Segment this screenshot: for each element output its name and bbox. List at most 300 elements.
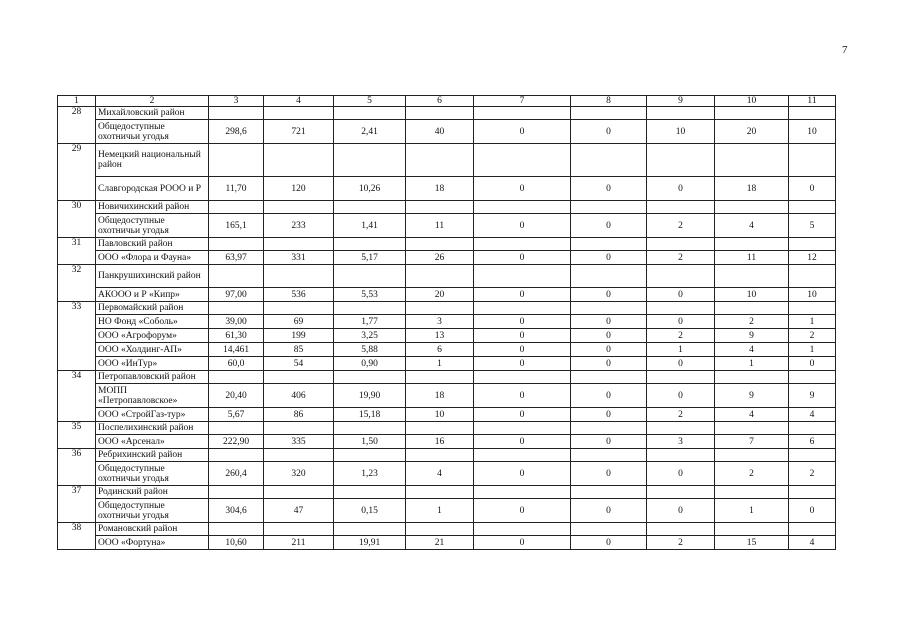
empty-cell bbox=[789, 523, 836, 536]
value-cell: 85 bbox=[264, 343, 334, 357]
value-cell: 0 bbox=[474, 329, 571, 343]
empty-cell bbox=[264, 201, 334, 214]
empty-cell bbox=[474, 107, 571, 120]
value-cell: 0 bbox=[647, 357, 715, 371]
row-number: 34 bbox=[58, 371, 96, 422]
empty-cell bbox=[264, 107, 334, 120]
value-cell: 26 bbox=[406, 251, 474, 265]
value-cell: 0 bbox=[474, 315, 571, 329]
value-cell: 0 bbox=[474, 357, 571, 371]
value-cell: 2 bbox=[647, 329, 715, 343]
empty-cell bbox=[715, 371, 789, 384]
value-cell: 0 bbox=[474, 214, 571, 238]
table-row bbox=[58, 251, 836, 265]
value-cell: 3 bbox=[406, 315, 474, 329]
empty-cell bbox=[715, 422, 789, 435]
header-cell: 4 bbox=[264, 96, 334, 107]
header-cell: 1 bbox=[58, 96, 96, 107]
value-cell: 0 bbox=[474, 251, 571, 265]
district-row bbox=[58, 523, 836, 536]
value-cell: 9 bbox=[715, 384, 789, 408]
value-cell: 211 bbox=[264, 536, 334, 550]
value-cell: 4 bbox=[715, 343, 789, 357]
empty-cell bbox=[334, 449, 406, 462]
empty-cell bbox=[571, 107, 647, 120]
value-cell: 39,00 bbox=[209, 315, 264, 329]
empty-cell bbox=[647, 265, 715, 288]
value-cell: 2 bbox=[715, 315, 789, 329]
district-row bbox=[58, 107, 836, 120]
owner-name: МОПП «Петропавловское» bbox=[96, 384, 209, 408]
value-cell: 12 bbox=[789, 251, 836, 265]
value-cell: 0 bbox=[474, 120, 571, 144]
district-row bbox=[58, 486, 836, 499]
owner-name: ООО «Холдинг-АП» bbox=[96, 343, 209, 357]
empty-cell bbox=[571, 238, 647, 251]
empty-cell bbox=[571, 449, 647, 462]
value-cell: 320 bbox=[264, 462, 334, 486]
empty-cell bbox=[647, 523, 715, 536]
district-row bbox=[58, 302, 836, 315]
row-number: 29 bbox=[58, 144, 96, 201]
value-cell: 18 bbox=[715, 177, 789, 201]
value-cell: 0 bbox=[647, 384, 715, 408]
value-cell: 9 bbox=[789, 384, 836, 408]
empty-cell bbox=[474, 238, 571, 251]
empty-cell bbox=[789, 144, 836, 177]
empty-cell bbox=[571, 302, 647, 315]
empty-cell bbox=[209, 201, 264, 214]
district-row bbox=[58, 449, 836, 462]
value-cell: 0 bbox=[474, 288, 571, 302]
value-cell: 18 bbox=[406, 177, 474, 201]
row-number: 36 bbox=[58, 449, 96, 486]
table-row bbox=[58, 315, 836, 329]
owner-name: АКООО и Р «Кипр» bbox=[96, 288, 209, 302]
value-cell: 0 bbox=[474, 343, 571, 357]
value-cell: 1 bbox=[789, 315, 836, 329]
empty-cell bbox=[715, 144, 789, 177]
value-cell: 15,18 bbox=[334, 408, 406, 422]
table-row bbox=[58, 536, 836, 550]
value-cell: 69 bbox=[264, 315, 334, 329]
value-cell: 165,1 bbox=[209, 214, 264, 238]
value-cell: 0 bbox=[474, 384, 571, 408]
empty-cell bbox=[334, 486, 406, 499]
owner-name: НО Фонд «Соболь» bbox=[96, 315, 209, 329]
value-cell: 0 bbox=[789, 357, 836, 371]
row-number: 37 bbox=[58, 486, 96, 523]
value-cell: 0 bbox=[571, 251, 647, 265]
table-row bbox=[58, 384, 836, 408]
empty-cell bbox=[474, 449, 571, 462]
value-cell: 4 bbox=[789, 408, 836, 422]
empty-cell bbox=[264, 371, 334, 384]
value-cell: 0 bbox=[571, 315, 647, 329]
empty-cell bbox=[647, 107, 715, 120]
value-cell: 60,0 bbox=[209, 357, 264, 371]
value-cell: 11,70 bbox=[209, 177, 264, 201]
value-cell: 0 bbox=[571, 357, 647, 371]
value-cell: 0 bbox=[571, 343, 647, 357]
empty-cell bbox=[789, 486, 836, 499]
empty-cell bbox=[789, 422, 836, 435]
empty-cell bbox=[647, 422, 715, 435]
empty-cell bbox=[334, 201, 406, 214]
empty-cell bbox=[334, 144, 406, 177]
value-cell: 86 bbox=[264, 408, 334, 422]
row-number: 32 bbox=[58, 265, 96, 302]
owner-name: ООО «ИнТур» bbox=[96, 357, 209, 371]
value-cell: 5,53 bbox=[334, 288, 406, 302]
district-row bbox=[58, 201, 836, 214]
district-name: Родинский район bbox=[96, 486, 209, 499]
empty-cell bbox=[406, 486, 474, 499]
value-cell: 10 bbox=[715, 288, 789, 302]
value-cell: 4 bbox=[715, 408, 789, 422]
empty-cell bbox=[715, 238, 789, 251]
value-cell: 1 bbox=[406, 357, 474, 371]
value-cell: 63,97 bbox=[209, 251, 264, 265]
value-cell: 20,40 bbox=[209, 384, 264, 408]
value-cell: 2 bbox=[789, 329, 836, 343]
value-cell: 10,26 bbox=[334, 177, 406, 201]
value-cell: 0 bbox=[647, 315, 715, 329]
value-cell: 3 bbox=[647, 435, 715, 449]
empty-cell bbox=[334, 422, 406, 435]
owner-name: ООО «СтройГаз-тур» bbox=[96, 408, 209, 422]
empty-cell bbox=[647, 144, 715, 177]
header-cell: 2 bbox=[96, 96, 209, 107]
value-cell: 1 bbox=[715, 499, 789, 523]
value-cell: 0 bbox=[571, 288, 647, 302]
empty-cell bbox=[647, 201, 715, 214]
district-row bbox=[58, 144, 836, 177]
value-cell: 1,23 bbox=[334, 462, 406, 486]
empty-cell bbox=[474, 201, 571, 214]
empty-cell bbox=[264, 144, 334, 177]
empty-cell bbox=[789, 302, 836, 315]
empty-cell bbox=[715, 523, 789, 536]
value-cell: 10 bbox=[789, 288, 836, 302]
empty-cell bbox=[406, 449, 474, 462]
empty-cell bbox=[474, 302, 571, 315]
owner-name: ООО «Фортуна» bbox=[96, 536, 209, 550]
value-cell: 1,77 bbox=[334, 315, 406, 329]
empty-cell bbox=[474, 265, 571, 288]
value-cell: 3,25 bbox=[334, 329, 406, 343]
row-number: 31 bbox=[58, 238, 96, 265]
empty-cell bbox=[474, 144, 571, 177]
value-cell: 97,00 bbox=[209, 288, 264, 302]
district-name: Ребрихинский район bbox=[96, 449, 209, 462]
value-cell: 5,67 bbox=[209, 408, 264, 422]
value-cell: 0 bbox=[571, 329, 647, 343]
value-cell: 222,90 bbox=[209, 435, 264, 449]
district-name: Новичихинский район bbox=[96, 201, 209, 214]
header-row bbox=[58, 96, 836, 107]
value-cell: 0 bbox=[789, 499, 836, 523]
empty-cell bbox=[264, 265, 334, 288]
value-cell: 54 bbox=[264, 357, 334, 371]
empty-cell bbox=[264, 523, 334, 536]
value-cell: 5,88 bbox=[334, 343, 406, 357]
value-cell: 1 bbox=[789, 343, 836, 357]
value-cell: 47 bbox=[264, 499, 334, 523]
value-cell: 20 bbox=[406, 288, 474, 302]
empty-cell bbox=[264, 238, 334, 251]
value-cell: 13 bbox=[406, 329, 474, 343]
district-name: Немецкий национальный район bbox=[96, 144, 209, 177]
owner-name: ООО «Флора и Фауна» bbox=[96, 251, 209, 265]
owner-name: Общедоступные охотничьи угодья bbox=[96, 462, 209, 486]
value-cell: 16 bbox=[406, 435, 474, 449]
empty-cell bbox=[209, 144, 264, 177]
district-name: Романовский район bbox=[96, 523, 209, 536]
value-cell: 18 bbox=[406, 384, 474, 408]
header-cell: 11 bbox=[789, 96, 836, 107]
value-cell: 6 bbox=[406, 343, 474, 357]
empty-cell bbox=[334, 302, 406, 315]
district-name: Первомайский район bbox=[96, 302, 209, 315]
value-cell: 1 bbox=[715, 357, 789, 371]
empty-cell bbox=[647, 449, 715, 462]
empty-cell bbox=[474, 486, 571, 499]
value-cell: 0 bbox=[571, 499, 647, 523]
value-cell: 0,90 bbox=[334, 357, 406, 371]
value-cell: 233 bbox=[264, 214, 334, 238]
empty-cell bbox=[789, 107, 836, 120]
empty-cell bbox=[406, 107, 474, 120]
value-cell: 1 bbox=[647, 343, 715, 357]
value-cell: 536 bbox=[264, 288, 334, 302]
table-row bbox=[58, 499, 836, 523]
value-cell: 7 bbox=[715, 435, 789, 449]
table-row bbox=[58, 462, 836, 486]
empty-cell bbox=[334, 523, 406, 536]
value-cell: 331 bbox=[264, 251, 334, 265]
empty-cell bbox=[406, 371, 474, 384]
value-cell: 0 bbox=[571, 408, 647, 422]
empty-cell bbox=[474, 371, 571, 384]
value-cell: 2 bbox=[647, 251, 715, 265]
header-cell: 9 bbox=[647, 96, 715, 107]
value-cell: 11 bbox=[406, 214, 474, 238]
value-cell: 1,41 bbox=[334, 214, 406, 238]
value-cell: 0 bbox=[474, 435, 571, 449]
header-cell: 7 bbox=[474, 96, 571, 107]
table-row bbox=[58, 408, 836, 422]
value-cell: 19,90 bbox=[334, 384, 406, 408]
table-row bbox=[58, 435, 836, 449]
row-number: 30 bbox=[58, 201, 96, 238]
value-cell: 120 bbox=[264, 177, 334, 201]
value-cell: 5 bbox=[789, 214, 836, 238]
empty-cell bbox=[406, 302, 474, 315]
value-cell: 0 bbox=[474, 177, 571, 201]
empty-cell bbox=[406, 201, 474, 214]
empty-cell bbox=[474, 523, 571, 536]
value-cell: 0 bbox=[474, 408, 571, 422]
value-cell: 2 bbox=[647, 408, 715, 422]
value-cell: 304,6 bbox=[209, 499, 264, 523]
row-number: 28 bbox=[58, 107, 96, 144]
value-cell: 335 bbox=[264, 435, 334, 449]
empty-cell bbox=[406, 422, 474, 435]
table-row bbox=[58, 214, 836, 238]
empty-cell bbox=[209, 422, 264, 435]
empty-cell bbox=[209, 523, 264, 536]
empty-cell bbox=[647, 371, 715, 384]
value-cell: 1 bbox=[406, 499, 474, 523]
value-cell: 2,41 bbox=[334, 120, 406, 144]
table-row bbox=[58, 120, 836, 144]
empty-cell bbox=[209, 302, 264, 315]
row-number: 33 bbox=[58, 302, 96, 371]
empty-cell bbox=[715, 107, 789, 120]
empty-cell bbox=[209, 265, 264, 288]
value-cell: 0 bbox=[571, 462, 647, 486]
value-cell: 10,60 bbox=[209, 536, 264, 550]
value-cell: 199 bbox=[264, 329, 334, 343]
value-cell: 0 bbox=[647, 499, 715, 523]
empty-cell bbox=[474, 422, 571, 435]
header-cell: 6 bbox=[406, 96, 474, 107]
owner-name: Общедоступные охотничьи угодья bbox=[96, 499, 209, 523]
value-cell: 10 bbox=[406, 408, 474, 422]
page-number: 7 bbox=[842, 44, 848, 56]
empty-cell bbox=[715, 449, 789, 462]
value-cell: 4 bbox=[406, 462, 474, 486]
district-name: Панкрушихинский район bbox=[96, 265, 209, 288]
empty-cell bbox=[789, 371, 836, 384]
empty-cell bbox=[334, 371, 406, 384]
empty-cell bbox=[789, 449, 836, 462]
header-cell: 8 bbox=[571, 96, 647, 107]
owner-name: Общедоступные охотничьи угодья bbox=[96, 120, 209, 144]
empty-cell bbox=[209, 449, 264, 462]
empty-cell bbox=[406, 265, 474, 288]
value-cell: 15 bbox=[715, 536, 789, 550]
row-number: 35 bbox=[58, 422, 96, 449]
district-row bbox=[58, 238, 836, 251]
value-cell: 0 bbox=[571, 536, 647, 550]
empty-cell bbox=[571, 144, 647, 177]
value-cell: 11 bbox=[715, 251, 789, 265]
empty-cell bbox=[571, 371, 647, 384]
row-number: 38 bbox=[58, 523, 96, 550]
district-name: Павловский район bbox=[96, 238, 209, 251]
empty-cell bbox=[571, 265, 647, 288]
empty-cell bbox=[406, 523, 474, 536]
value-cell: 0 bbox=[789, 177, 836, 201]
value-cell: 0 bbox=[647, 288, 715, 302]
empty-cell bbox=[789, 265, 836, 288]
value-cell: 406 bbox=[264, 384, 334, 408]
table-row bbox=[58, 329, 836, 343]
value-cell: 2 bbox=[647, 214, 715, 238]
empty-cell bbox=[209, 107, 264, 120]
value-cell: 6 bbox=[789, 435, 836, 449]
header-cell: 5 bbox=[334, 96, 406, 107]
value-cell: 298,6 bbox=[209, 120, 264, 144]
empty-cell bbox=[647, 238, 715, 251]
value-cell: 721 bbox=[264, 120, 334, 144]
value-cell: 5,17 bbox=[334, 251, 406, 265]
empty-cell bbox=[789, 201, 836, 214]
district-row bbox=[58, 371, 836, 384]
district-row bbox=[58, 265, 836, 288]
value-cell: 20 bbox=[715, 120, 789, 144]
value-cell: 10 bbox=[647, 120, 715, 144]
empty-cell bbox=[264, 302, 334, 315]
district-row bbox=[58, 422, 836, 435]
district-name: Петропавловский район bbox=[96, 371, 209, 384]
empty-cell bbox=[334, 238, 406, 251]
empty-cell bbox=[334, 265, 406, 288]
empty-cell bbox=[406, 144, 474, 177]
empty-cell bbox=[715, 486, 789, 499]
owner-name: Общедоступные охотничьи угодья bbox=[96, 214, 209, 238]
value-cell: 0 bbox=[474, 462, 571, 486]
empty-cell bbox=[571, 523, 647, 536]
value-cell: 4 bbox=[789, 536, 836, 550]
value-cell: 0 bbox=[647, 177, 715, 201]
district-name: Михайловский район bbox=[96, 107, 209, 120]
value-cell: 14,461 bbox=[209, 343, 264, 357]
value-cell: 61,30 bbox=[209, 329, 264, 343]
value-cell: 0 bbox=[571, 120, 647, 144]
value-cell: 1,50 bbox=[334, 435, 406, 449]
value-cell: 0 bbox=[571, 177, 647, 201]
value-cell: 0 bbox=[571, 214, 647, 238]
empty-cell bbox=[571, 201, 647, 214]
empty-cell bbox=[571, 422, 647, 435]
empty-cell bbox=[264, 449, 334, 462]
value-cell: 4 bbox=[715, 214, 789, 238]
empty-cell bbox=[647, 486, 715, 499]
value-cell: 9 bbox=[715, 329, 789, 343]
empty-cell bbox=[789, 238, 836, 251]
empty-cell bbox=[647, 302, 715, 315]
empty-cell bbox=[571, 486, 647, 499]
owner-name: ООО «Арсенал» bbox=[96, 435, 209, 449]
value-cell: 0 bbox=[571, 435, 647, 449]
value-cell: 0 bbox=[571, 384, 647, 408]
empty-cell bbox=[209, 486, 264, 499]
district-name: Поспелихинский район bbox=[96, 422, 209, 435]
value-cell: 2 bbox=[715, 462, 789, 486]
value-cell: 2 bbox=[789, 462, 836, 486]
empty-cell bbox=[715, 302, 789, 315]
owner-name: ООО «Агрофорум» bbox=[96, 329, 209, 343]
value-cell: 21 bbox=[406, 536, 474, 550]
empty-cell bbox=[715, 201, 789, 214]
header-cell: 10 bbox=[715, 96, 789, 107]
empty-cell bbox=[264, 422, 334, 435]
value-cell: 0 bbox=[647, 462, 715, 486]
table-row bbox=[58, 288, 836, 302]
empty-cell bbox=[264, 486, 334, 499]
empty-cell bbox=[406, 238, 474, 251]
table-row bbox=[58, 177, 836, 201]
value-cell: 19,91 bbox=[334, 536, 406, 550]
table-row bbox=[58, 343, 836, 357]
value-cell: 40 bbox=[406, 120, 474, 144]
table-row bbox=[58, 357, 836, 371]
value-cell: 260,4 bbox=[209, 462, 264, 486]
empty-cell bbox=[334, 107, 406, 120]
